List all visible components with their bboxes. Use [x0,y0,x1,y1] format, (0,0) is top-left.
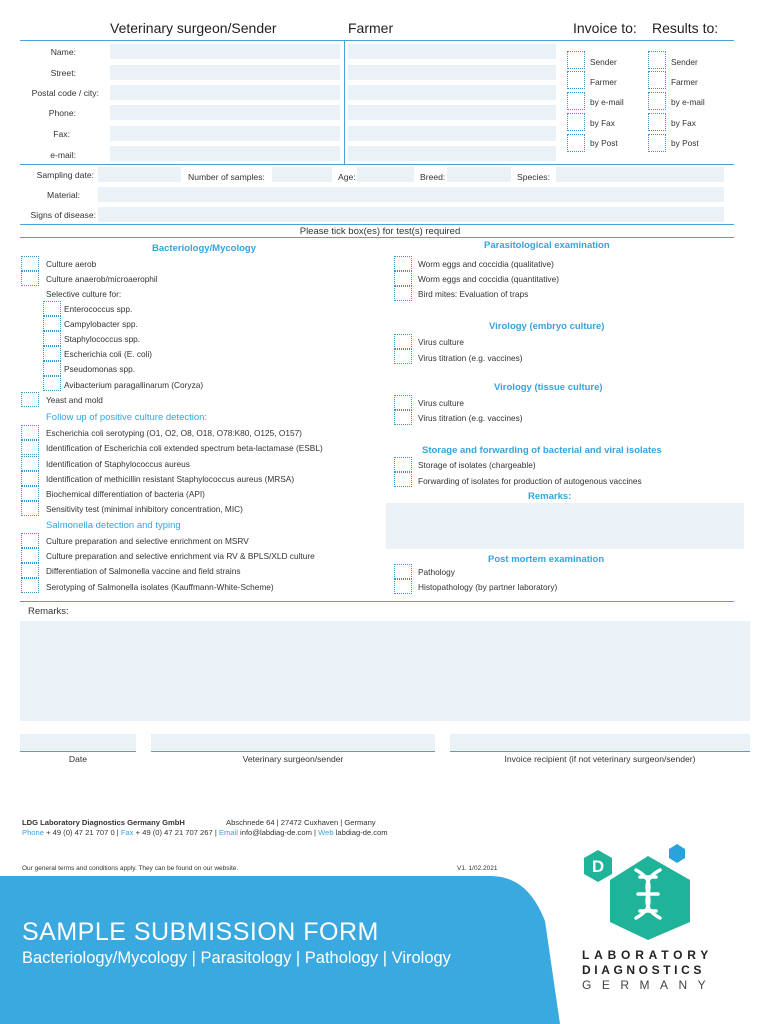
virology-tissue-title: Virology (tissue culture) [494,382,603,393]
number-of-samples-input[interactable] [272,167,332,182]
ecoli-serotyping-checkbox[interactable] [21,425,39,440]
storage-isolates-label: Storage of isolates (chargeable) [418,460,536,470]
farmer-fax-input[interactable] [348,126,556,141]
serotyping-salmonella-checkbox[interactable] [21,578,39,593]
esbl-checkbox[interactable] [21,440,39,455]
staph-aureus-checkbox[interactable] [21,456,39,471]
vet-fax-input[interactable] [110,126,340,141]
storage-title: Storage and forwarding of bacterial and viral isolates [422,445,662,456]
msrv-label: Culture preparation and selective enrichment on MSRV [46,536,249,546]
invoice-farmer-checkbox[interactable] [567,71,585,89]
staphylococcus-checkbox[interactable] [43,331,61,346]
company-address: Abschnede 64 | 27472 Cuxhaven | Germany [226,818,376,827]
label-fax: Fax: [53,129,70,139]
campylobacter-label: Campylobacter spp. [64,319,138,329]
api-checkbox[interactable] [21,486,39,501]
invoice-email-checkbox[interactable] [567,92,585,110]
vet-name-input[interactable] [110,44,340,59]
tissue-virus-titration-checkbox[interactable] [394,410,412,425]
enterococcus-label: Enterococcus spp. [64,304,133,314]
terms-text: Our general terms and conditions apply. They can be found on our website. [22,865,239,872]
logo-mark-text: D [591,857,605,876]
web-address[interactable]: labdiag-de.com [333,828,388,837]
date-line [20,751,136,752]
logo-line2: DIAGNOSTICS [582,963,705,977]
rv-bpls-label: Culture preparation and selective enrichment via RV & BPLS/XLD culture [46,551,315,561]
vet-email-input[interactable] [110,146,340,161]
mic-checkbox[interactable] [21,501,39,516]
date-input[interactable] [20,734,136,751]
results-email-label: by e-mail [671,97,705,107]
embryo-virus-culture-label: Virus culture [418,337,464,347]
results-fax-label: by Fax [671,118,696,128]
contact-rule [20,164,734,165]
esbl-label: Identification of Escherichia coli extended spectrum beta-lactamase (ESBL) [46,443,323,453]
version-text: V1. 1/02.2021 [457,865,498,872]
header-vet: Veterinary surgeon/Sender [110,20,277,36]
histopathology-label: Histopathology (by partner laboratory) [418,582,558,592]
worm-quantitative-label: Worm eggs and coccidia (quantitative) [418,274,559,284]
pseudomonas-label: Pseudomonas spp. [64,364,136,374]
forwarding-isolates-label: Forwarding of isolates for production of autogenous vaccines [418,476,642,486]
serotyping-salmonella-label: Serotyping of Salmonella isolates (Kauffmann-White-Scheme) [46,582,274,592]
results-sender-label: Sender [671,57,698,67]
results-post-checkbox[interactable] [648,134,666,152]
farmer-phone-input[interactable] [348,105,556,120]
mic-label: Sensitivity test (minimal inhibitory concentration, MIC) [46,504,243,514]
age-input[interactable] [357,167,414,182]
mrsa-label: Identification of methicillin resistant Staphylococcus aureus (MRSA) [46,474,295,484]
vet-signature-line [151,751,435,752]
pathology-label: Pathology [418,567,455,577]
header-rule [20,40,734,41]
web-label: Web [318,828,334,837]
campylobacter-checkbox[interactable] [43,316,61,331]
embryo-virus-titration-label: Virus titration (e.g. vaccines) [418,353,523,363]
label-age: Age: [338,172,356,182]
results-sender-checkbox[interactable] [648,51,666,69]
virology-embryo-title: Virology (embryo culture) [489,321,605,332]
bird-mites-label: Bird mites: Evaluation of traps [418,289,529,299]
api-label: Biochemical differentiation of bacteria (API) [46,489,205,499]
msrv-checkbox[interactable] [21,533,39,548]
sampling-date-input[interactable] [98,167,181,182]
label-sampling-date: Sampling date: [36,170,94,180]
bird-mites-checkbox[interactable] [394,286,412,301]
material-input[interactable] [98,187,724,202]
embryo-virus-culture-checkbox[interactable] [394,334,412,349]
header-results-to: Results to: [652,20,719,36]
tissue-virus-culture-checkbox[interactable] [394,395,412,410]
ecoli-checkbox[interactable] [43,346,61,361]
vet-phone-input[interactable] [110,105,340,120]
results-email-checkbox[interactable] [648,92,666,110]
instruction-rule [20,237,734,238]
email-address[interactable]: info@labdiag-de.com | [237,828,319,837]
forwarding-isolates-checkbox[interactable] [394,472,412,487]
yeast-mold-checkbox[interactable] [21,392,39,407]
email-label: Email [218,828,238,837]
results-farmer-checkbox[interactable] [648,71,666,89]
culture-aerob-checkbox[interactable] [21,256,39,271]
label-email: e-mail: [50,150,76,160]
vet-street-input[interactable] [110,65,340,80]
farmer-street-input[interactable] [348,65,556,80]
invoice-post-label: by Post [590,138,618,148]
followup-title: Follow up of positive culture detection: [46,412,208,423]
remarks-label: Remarks: [28,606,69,617]
label-number-of-samples: Number of samples: [188,172,265,182]
company-name: LDG Laboratory Diagnostics Germany GmbH [22,818,185,827]
label-postal: Postal code / city: [31,88,99,98]
invoice-sender-label: Sender [590,57,617,67]
salmonella-title: Salmonella detection and typing [46,520,181,531]
remarks-input[interactable] [20,621,750,721]
culture-aerob-label: Culture aerob [46,259,97,269]
header-invoice-to: Invoice to: [573,20,637,36]
worm-quantitative-checkbox[interactable] [394,271,412,286]
salmonella-vaccine-label: Differentiation of Salmonella vaccine and field strains [46,566,241,576]
pseudomonas-checkbox[interactable] [43,361,61,376]
fax-number: + 49 (0) 47 21 707 267 | [133,828,219,837]
pathology-checkbox[interactable] [394,564,412,579]
column-divider [344,41,345,164]
vet-postal-input[interactable] [110,85,340,100]
results-fax-checkbox[interactable] [648,113,666,131]
invoice-signature-input[interactable] [450,734,750,751]
label-species: Species: [517,172,550,182]
staphylococcus-label: Staphylococcus spp. [64,334,141,344]
storage-remarks-input[interactable] [386,503,744,549]
culture-anaerob-label: Culture anaerob/microaerophil [46,274,158,284]
breed-input[interactable] [447,167,511,182]
invoice-farmer-label: Farmer [590,77,617,87]
invoice-fax-label: by Fax [590,118,615,128]
embryo-virus-titration-checkbox[interactable] [394,349,412,364]
worm-qualitative-label: Worm eggs and coccidia (qualitative) [418,259,554,269]
phone-label: Phone [22,828,44,837]
yeast-mold-label: Yeast and mold [46,395,103,405]
worm-qualitative-checkbox[interactable] [394,256,412,271]
parasitology-title: Parasitological examination [484,240,610,251]
storage-isolates-checkbox[interactable] [394,457,412,472]
selective-culture-label: Selective culture for: [46,289,122,299]
rv-bpls-checkbox[interactable] [21,548,39,563]
invoice-sender-checkbox[interactable] [567,51,585,69]
culture-anaerob-checkbox[interactable] [21,271,39,286]
tissue-virus-culture-label: Virus culture [418,398,464,408]
label-street: Street: [50,68,76,78]
species-input[interactable] [556,167,724,182]
signs-input[interactable] [98,207,724,222]
farmer-name-input[interactable] [348,44,556,59]
vet-signature-input[interactable] [151,734,435,751]
label-name: Name: [50,47,76,57]
company-contact [22,828,388,837]
fax-label: Fax [120,828,134,837]
invoice-fax-checkbox[interactable] [567,113,585,131]
phone-number: + 49 (0) 47 21 707 0 | [43,828,121,837]
histopathology-checkbox[interactable] [394,579,412,594]
storage-remarks-label: Remarks: [528,491,572,502]
invoice-signature-line [450,751,750,752]
ecoli-serotyping-label: Escherichia coli serotyping (O1, O2, O8, O18, O78:K80, O125, O157) [46,428,302,438]
label-signs: Signs of disease: [30,210,96,220]
remarks-rule [20,601,734,602]
mrsa-checkbox[interactable] [21,471,39,486]
dna-logo-icon [578,842,718,942]
salmonella-vaccine-checkbox[interactable] [21,563,39,578]
tissue-virus-titration-label: Virus titration (e.g. vaccines) [418,413,523,423]
label-phone: Phone: [48,108,76,118]
avibacterium-checkbox[interactable] [43,376,61,391]
avibacterium-label: Avibacterium paragallinarum (Coryza) [64,380,204,390]
enterococcus-checkbox[interactable] [43,301,61,316]
farmer-postal-input[interactable] [348,85,556,100]
bacteriology-title: Bacteriology/Mycology [152,243,256,254]
ecoli-label: Escherichia coli (E. coli) [64,349,153,359]
vet-signature-caption: Veterinary surgeon/sender [242,754,344,764]
label-material: Material: [47,190,80,200]
header-farmer: Farmer [348,20,394,36]
logo-line3: GERMANY [582,978,717,992]
logo-line1: LABORATORY [582,948,714,962]
post-mortem-title: Post mortem examination [488,554,605,565]
invoice-signature-caption: Invoice recipient (if not veterinary surgeon/sender) [504,754,696,764]
results-farmer-label: Farmer [671,77,698,87]
results-post-label: by Post [671,138,699,148]
staph-aureus-label: Identification of Staphylococcus aureus [46,459,190,469]
label-breed: Breed: [420,172,446,182]
banner-title: SAMPLE SUBMISSION FORM [22,918,379,946]
invoice-email-label: by e-mail [590,97,624,107]
invoice-post-checkbox[interactable] [567,134,585,152]
banner-subtitle: Bacteriology/Mycology | Parasitology | Pathology | Virology [22,949,451,967]
farmer-email-input[interactable] [348,146,556,161]
sample-rule [20,224,734,225]
tick-instruction: Please tick box(es) for test(s) required [299,226,461,237]
date-caption: Date [68,754,88,764]
